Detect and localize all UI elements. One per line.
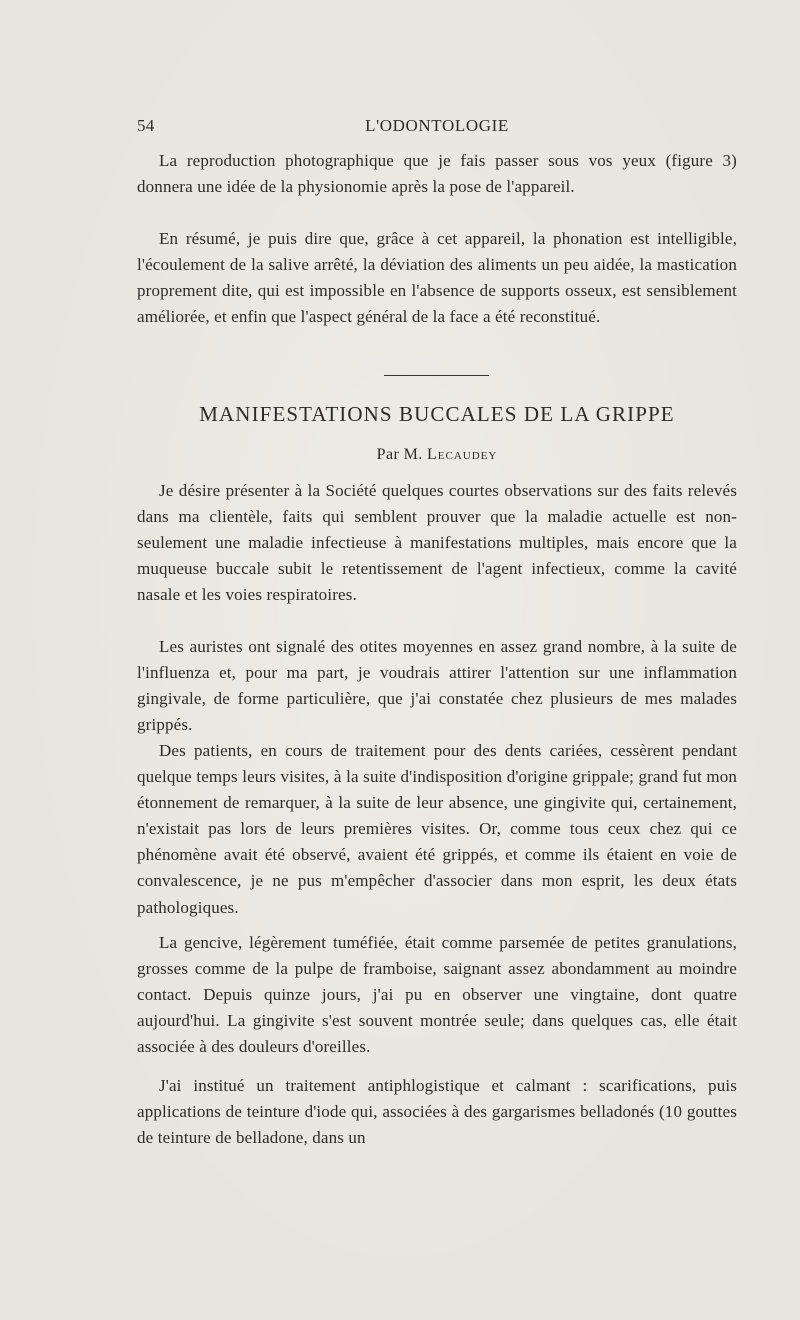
page-number: 54	[137, 116, 155, 135]
article-paragraph: Des patients, en cours de traitement pour des dents cariées, cessèrent pendant quelque temps leurs visites, à la suite d'indisposition d'origine grippale; grand fut mon étonnement de remarquer, à la suite de leur absence, une gingivite qui, certainement, n'existait pas lors de leurs premières visites. Or, comme tous ceux chez qui ce phénomène avait été observé, avaient été grippés, et comme ils étaient en voie de convalescence, je ne pus m'empêcher d'associer dans mon esprit, les deux états pathologiques.	[137, 741, 737, 917]
article-paragraph: J'ai institué un traitement antiphlogistique et calmant : scarifications, puis applications de teinture d'iode qui, associées à des gargarismes belladonés (10 gouttes de teinture de belladone, dans un	[137, 1076, 737, 1148]
article-paragraph: La gencive, légèrement tuméfiée, était comme parsemée de petites granulations, grosses comme de la pulpe de framboise, saignant assez abondamment au moindre contact. Depuis quinze jours, j'ai pu en observer une vingtaine, dont quatre aujourd'hui. La gingivite s'est souvent montrée seule; dans quelques cas, elle était associée à des douleurs d'oreilles.	[137, 933, 737, 1057]
paragraph-summary: En résumé, je puis dire que, grâce à cet appareil, la phonation est intelligible, l'écoulement de la salive arrêté, la déviation des aliments un peu aidée, la mastication proprement dite, qui est impossible en l'absence de supports osseux, est sensiblement améliorée, et enfin que l'aspect général de la face a été reconstitué.	[137, 229, 737, 327]
article-paragraph: Les auristes ont signalé des otites moyennes en assez grand nombre, à la suite de l'influenza et, pour ma part, je voudrais attirer l'attention sur une inflammation gingivale, de forme particulière, que j'ai constatée chez plusieurs de mes malades grippés.	[137, 637, 737, 735]
byline-author: Lecaudey	[427, 446, 498, 463]
article-byline	[137, 446, 737, 464]
page-header	[137, 116, 737, 140]
section-divider	[384, 375, 489, 376]
paragraph-photo-reproduction: La reproduction photographique que je fais passer sous vos yeux (figure 3) donnera une idée de la physionomie après la pose de l'appareil.	[137, 151, 737, 197]
byline-prefix: Par M.	[376, 446, 423, 463]
running-title: L'ODONTOLOGIE	[365, 116, 509, 135]
article-paragraph: Je désire présenter à la Société quelques courtes observations sur des faits relevés dans ma clientèle, faits qui semblent prouver que la maladie actuelle est non-seulement une maladie infectieuse à manifestations multiples, mais encore que la muqueuse buccale subit le retentissement de l'agent infectieux, comme la cavité nasale et les voies respiratoires.	[137, 481, 737, 605]
article-title: MANIFESTATIONS BUCCALES DE LA GRIPPE	[199, 402, 675, 426]
